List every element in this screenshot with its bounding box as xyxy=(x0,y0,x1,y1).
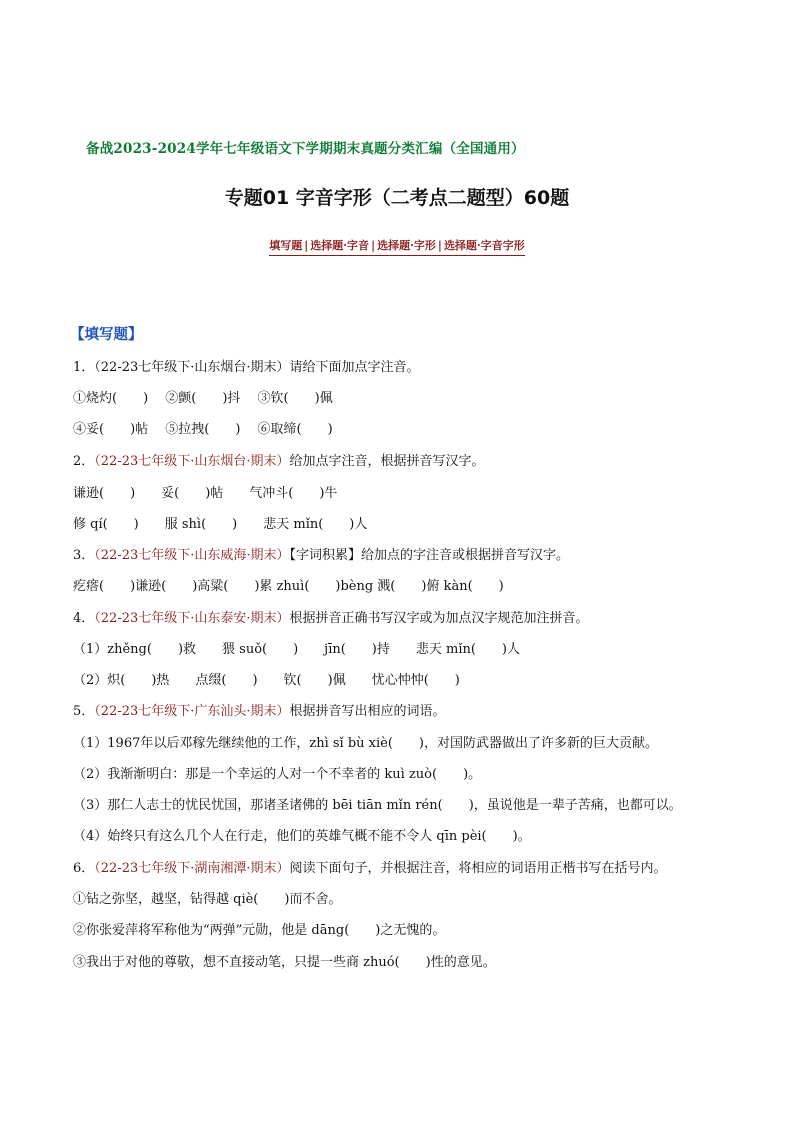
question-4-stem xyxy=(73,610,589,628)
question-number: 4． xyxy=(73,611,95,626)
question-4-line-1: （1）zhěng( )救 猥 suǒ( ) jīn( )持 悲天 mǐn( )人 xyxy=(73,642,521,657)
question-5-stem xyxy=(73,703,446,721)
question-number: 1． xyxy=(73,360,95,375)
question-5-line-2: （2）我渐渐明白：那是一个幸运的人对一个不幸者的 kuì zuò( )。 xyxy=(73,767,482,782)
question-source: （22-23七年级下·山东烟台·期末） xyxy=(94,454,290,469)
question-text: 阅读下面句子，并根据注音，将相应的词语用正楷书写在括号内。 xyxy=(289,861,667,876)
question-3-line-1: 疙瘩( )谦逊( )高粱( )累 zhuì( )bèng 溅( )俯 kàn( ) xyxy=(73,579,504,594)
question-text: 给加点字注音，根据拼音写汉字。 xyxy=(289,454,485,469)
question-source: （22-23七年级下·山东威海·期末） xyxy=(94,548,290,563)
question-text: 【字词积累】给加点的字注音或根据拼音写汉字。 xyxy=(289,548,570,563)
page-title: 专题01 字音字形（二考点二题型）60题 xyxy=(224,187,570,209)
question-number: 2． xyxy=(73,454,95,469)
question-2-stem xyxy=(73,453,485,471)
question-1-stem xyxy=(73,359,420,377)
question-6-line-3: ③我出于对他的尊敬，想不直接动笔，只提一些商 zhuó( )性的意见。 xyxy=(73,955,496,970)
series-header: 备战2023-2024学年七年级语文下学期期末真题分类汇编（全国通用） xyxy=(86,141,525,157)
question-text: 根据拼音正确书写汉字或为加点汉字规范加注拼音。 xyxy=(289,611,589,626)
question-5-line-1: （1）1967年以后邓稼先继续他的工作，zhì sǐ bù xiè( )，对国防武器做出了许多新的巨大贡献。 xyxy=(73,736,658,751)
question-source: （22-23七年级下·山东烟台·期末） xyxy=(94,360,290,375)
question-4-line-2: （2）炽( )热 点缀( ) 钦( )佩 忧心忡忡( ) xyxy=(73,673,460,688)
question-1-line-1: ①烧灼( ) ②颤( )抖 ③钦( )佩 xyxy=(73,391,333,406)
nav-item-choice-pronunciation[interactable]: 选择题·字音 xyxy=(310,239,370,252)
question-source: （22-23七年级下·广东汕头·期末） xyxy=(94,704,290,719)
question-2-line-1: 谦逊( ) 妥( )帖 气冲斗( )牛 xyxy=(73,486,338,501)
section-heading-fill: 【填写题】 xyxy=(70,327,143,343)
question-6-line-1: ①钻之弥坚，越坚，钻得越 qiè( )而不舍。 xyxy=(73,892,342,907)
question-source: （22-23七年级下·山东泰安·期末） xyxy=(94,611,290,626)
question-text: 根据拼音写出相应的词语。 xyxy=(289,704,446,719)
question-2-line-2: 修 qí( ) 服 shì( ) 悲天 mǐn( )人 xyxy=(73,517,368,532)
question-5-line-3: （3）那仁人志士的忧民忧国，那诸圣诸佛的 bēi tiān mǐn rén( )，虽说他是一辈子苦痛，也都可以。 xyxy=(73,798,682,813)
topic-nav: 填写题 | 选择题·字音 | 选择题·字形 | 选择题·字音字形 xyxy=(0,237,794,256)
question-text: 请给下面加点字注音。 xyxy=(289,360,420,375)
nav-item-fill[interactable]: 填写题 xyxy=(269,239,303,252)
nav-item-choice-glyph[interactable]: 选择题·字形 xyxy=(377,239,436,252)
question-3-stem xyxy=(73,547,569,565)
question-6-line-2: ②你张爱萍将军称他为“两弹”元勋，他是 dāng( )之无愧的。 xyxy=(73,923,446,938)
question-number: 3． xyxy=(73,548,95,563)
question-number: 5． xyxy=(73,704,95,719)
question-6-stem xyxy=(73,860,667,878)
question-5-line-4: （4）始终只有这么几个人在行走，他们的英雄气概不能不令人 qīn pèi( )。 xyxy=(73,829,531,844)
question-1-line-2: ④妥( )帖 ⑤拉拽( ) ⑥取缔( ) xyxy=(73,422,333,437)
nav-item-choice-both[interactable]: 选择题·字音字形 xyxy=(443,239,525,252)
question-source: （22-23七年级下·湖南湘潭·期末） xyxy=(94,861,290,876)
question-number: 6． xyxy=(73,861,95,876)
